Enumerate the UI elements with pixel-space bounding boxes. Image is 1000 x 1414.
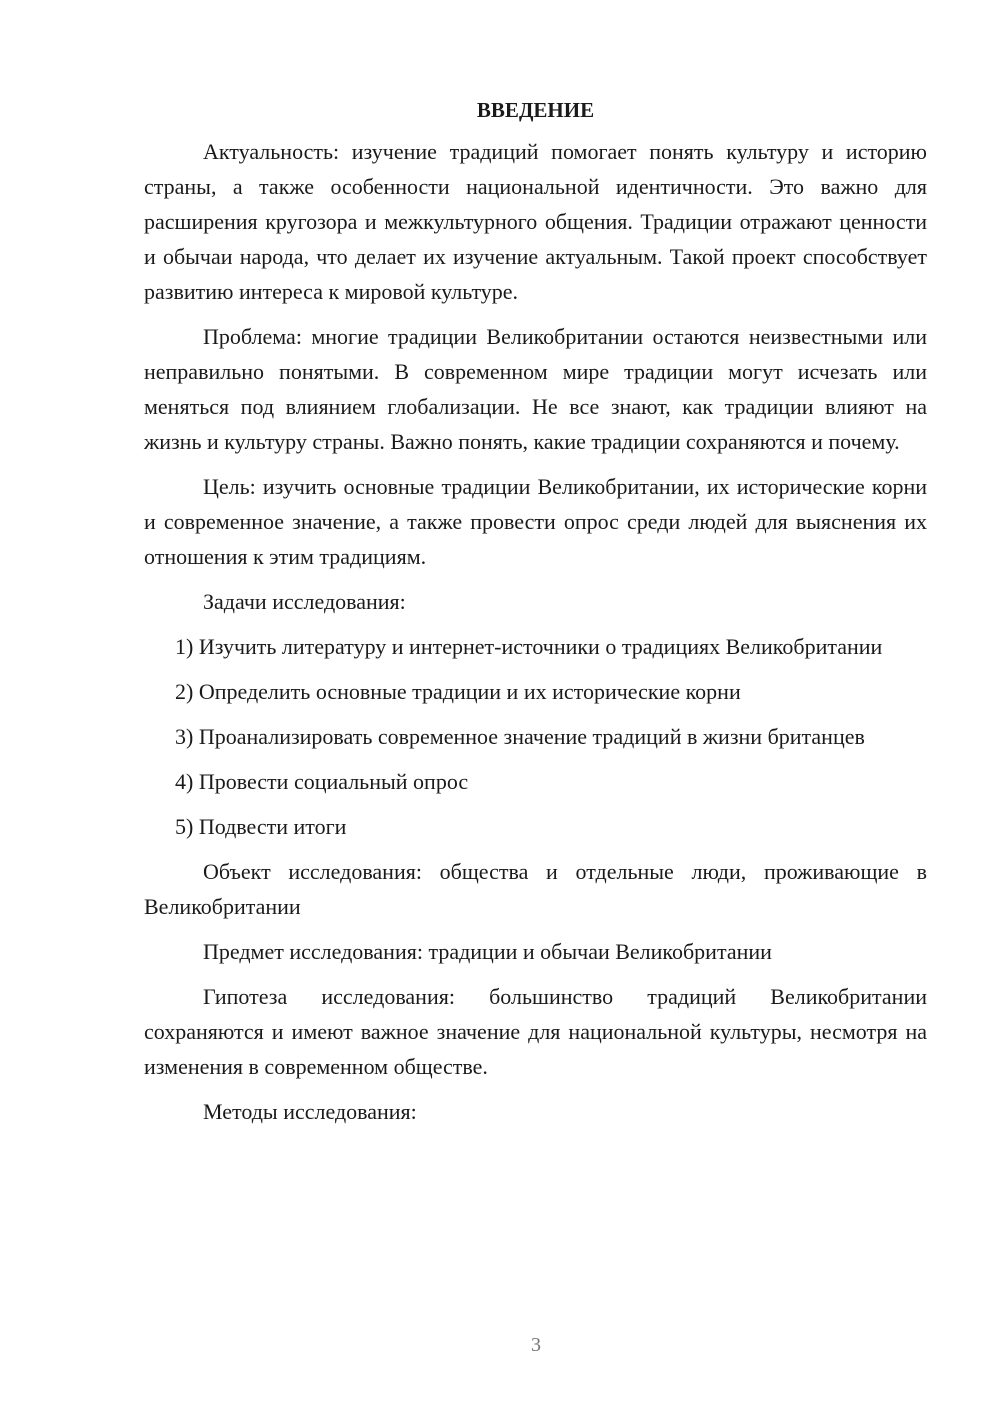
task-item-5: 5) Подвести итоги [175, 814, 347, 839]
methods-paragraph: Методы исследования: [203, 1099, 417, 1124]
task-item-4: 4) Провести социальный опрос [175, 769, 469, 794]
goal-paragraph: Цель: изучить основные традиции Великобритании, их исторические корни и современное значение, а также провести опрос среди людей для выяснения их отношения к этим традициям. [144, 474, 927, 569]
task-item-2: 2) Определить основные традиции и их исторические корни [175, 679, 741, 704]
tasks-heading: Задачи исследования: [203, 589, 406, 614]
document-body [144, 96, 927, 1139]
subject-paragraph: Предмет исследования: традиции и обычаи Великобритании [203, 939, 772, 964]
relevance-paragraph: Актуальность: изучение традиций помогает понять культуру и историю страны, а также особенности национальной идентичности. Это важно для расширения кругозора и межкультурного общения. Традиции отражают ценности и обычаи народа, что делает их изучение актуальным. Такой проект способствует развитию интереса к мировой культуре. [144, 139, 927, 304]
page-number: 3 [531, 1334, 541, 1356]
task-item-1: 1) Изучить литературу и интернет-источники о традициях Великобритании [175, 634, 883, 659]
problem-paragraph: Проблема: многие традиции Великобритании остаются неизвестными или неправильно понятыми. В современном мире традиции могут исчезать или меняться под влиянием глобализации. Не все знают, как традиции влияют на жизнь и культуру страны. Важно понять, какие традиции сохраняются и почему. [144, 324, 927, 454]
hypothesis-paragraph: Гипотеза исследования: большинство традиций Великобритании сохраняются и имеют важное значение для национальной культуры, несмотря на изменения в современном обществе. [144, 984, 927, 1079]
section-title: ВВЕДЕНИЕ [476, 98, 595, 122]
task-item-3: 3) Проанализировать современное значение традиций в жизни британцев [175, 724, 865, 749]
object-paragraph: Объект исследования: общества и отдельные люди, проживающие в Великобритании [144, 859, 927, 919]
